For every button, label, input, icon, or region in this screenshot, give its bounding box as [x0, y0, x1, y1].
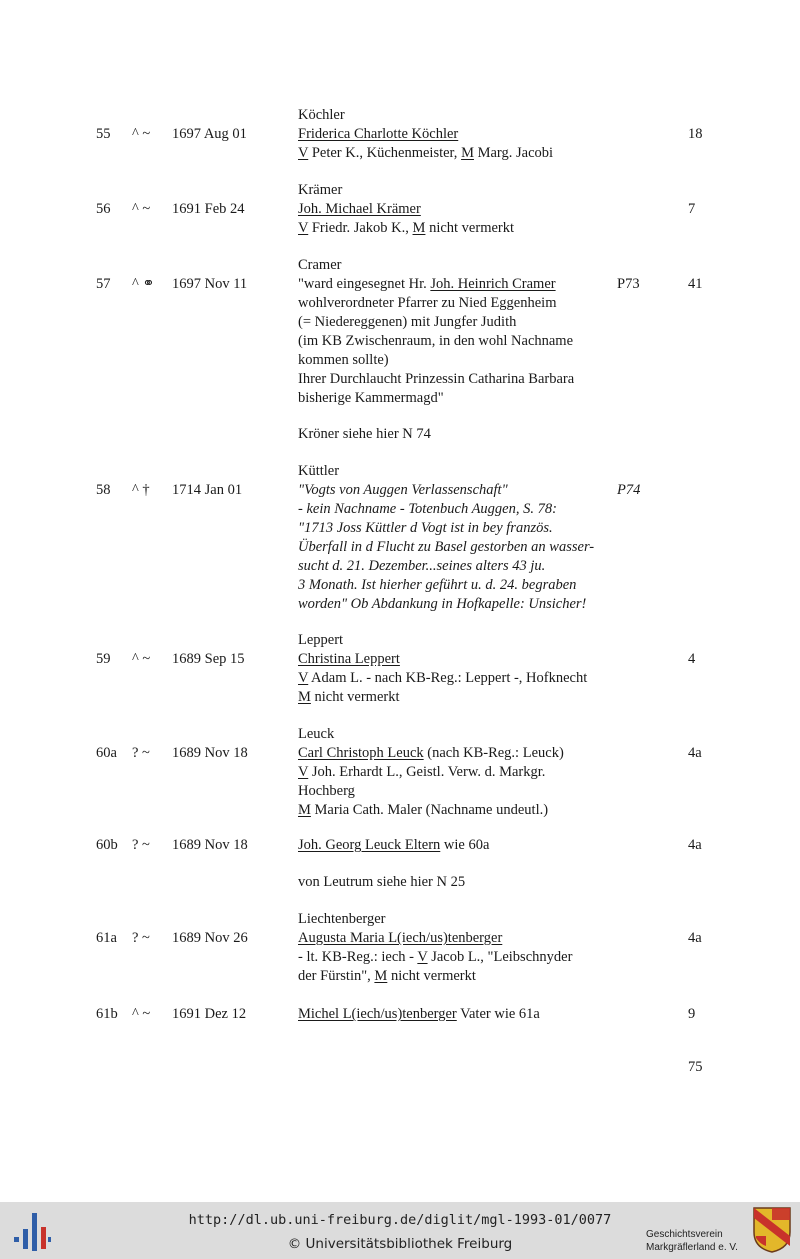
entry-ref: 4a — [688, 837, 702, 853]
entry-symbol: ^ ~ — [132, 1006, 151, 1022]
underlined-text: M — [374, 968, 388, 984]
entry-text-line — [298, 500, 557, 519]
entry-text-line — [298, 782, 355, 801]
entry-number: 55 — [96, 126, 111, 142]
text-segment: Adam L. - nach KB-Reg.: Leppert -, Hofknecht — [308, 670, 588, 686]
entry-symbol: ^ ~ — [132, 126, 151, 142]
entry-number: 59 — [96, 651, 111, 667]
text-segment: Ihrer Durchlaucht Prinzessin Catharina Barbara — [298, 371, 575, 387]
entry-date: 1689 Sep 15 — [172, 651, 245, 667]
entry-text-line — [298, 763, 545, 782]
entry-text-line — [298, 519, 553, 538]
entry-text-line — [298, 557, 545, 576]
entry-symbol: ^ † — [132, 482, 150, 498]
footer-url-link[interactable]: http://dl.ub.uni-freiburg.de/diglit/mgl-1993-01/0077 — [188, 1212, 612, 1228]
entry-date: 1689 Nov 26 — [172, 930, 248, 946]
underlined-text: M — [298, 802, 311, 818]
text-segment: nicht vermerkt — [387, 968, 476, 984]
entry-text-line — [298, 370, 574, 389]
entry-date: 1697 Aug 01 — [172, 126, 247, 142]
underlined-text: M — [298, 689, 311, 705]
entry-date: 1697 Nov 11 — [172, 276, 248, 292]
entry-number: 60a — [96, 745, 117, 761]
entry-text-line — [298, 650, 400, 669]
entry-text-line — [298, 125, 458, 144]
entry-symbol: ? ~ — [132, 837, 150, 853]
entry-text-line — [298, 219, 514, 238]
text-segment: Vater wie 61a — [456, 1006, 540, 1022]
entry-text-line — [298, 389, 444, 408]
text-segment: Hochberg — [298, 783, 355, 799]
entry-text-line — [298, 948, 572, 967]
entry-date: 1714 Jan 01 — [172, 482, 243, 498]
entry-symbol: ? ~ — [132, 745, 150, 761]
entry-text-line — [298, 801, 548, 820]
entry-text-line — [298, 595, 586, 614]
entry-heading: Krämer — [298, 182, 343, 198]
text-segment: 3 Monath. Ist hierher geführt u. d. 24. begraben — [298, 577, 577, 593]
entry-text-line — [298, 669, 587, 688]
underlined-text: Joh. Michael Krämer — [298, 201, 421, 217]
note-kroener: Kröner siehe hier N 74 — [298, 426, 431, 442]
entry-heading: Liechtenberger — [298, 911, 386, 927]
underlined-text: V — [298, 670, 309, 686]
underlined-text: Christina Leppert — [298, 651, 400, 667]
underlined-text: V — [298, 145, 309, 161]
text-segment: "ward eingesegnet Hr. — [298, 276, 431, 292]
text-segment: Joh. Erhardt L., Geistl. Verw. d. Markgr. — [308, 764, 546, 780]
entry-symbol: ^ ⚭ — [132, 276, 155, 292]
text-segment: worden" Ob Abdankung in Hofkapelle: Unsicher! — [298, 596, 587, 612]
entry-date: 1689 Nov 18 — [172, 745, 248, 761]
underlined-text: Friderica Charlotte Köchler — [298, 126, 459, 142]
underlined-text: Joh. Heinrich Cramer — [430, 276, 556, 292]
entry-number: 58 — [96, 482, 111, 498]
text-segment: nicht vermerkt — [310, 689, 400, 705]
text-segment: wie 60a — [440, 837, 490, 853]
entry-text-line — [298, 576, 576, 595]
entry-text-line — [298, 929, 502, 948]
text-segment: Marg. Jacobi — [473, 145, 554, 161]
entry-ref: 41 — [688, 276, 703, 292]
entry-heading: Cramer — [298, 257, 342, 273]
coat-of-arms-icon — [752, 1206, 792, 1254]
text-segment: Friedr. Jakob K., — [308, 220, 413, 236]
text-segment: (nach KB-Reg.: Leuck) — [423, 745, 564, 761]
entry-page-ref: P73 — [617, 276, 640, 292]
entry-ref: 7 — [688, 201, 696, 217]
text-segment: bisherige Kammermagd" — [298, 390, 444, 406]
entry-text-line — [298, 836, 489, 855]
entry-text-line — [298, 313, 516, 332]
entry-number: 61a — [96, 930, 117, 946]
underlined-text: Joh. Georg Leuck Eltern — [298, 837, 441, 853]
underlined-text: Carl Christoph Leuck — [298, 745, 424, 761]
entry-ref: 4a — [688, 745, 702, 761]
text-segment: nicht vermerkt — [425, 220, 515, 236]
underlined-text: Michel L(iech/us)tenberger — [298, 1006, 457, 1022]
footer-org-line1: Geschichtsverein — [646, 1229, 723, 1240]
text-segment: Jacob L., "Leibschnyder — [427, 949, 573, 965]
entry-symbol: ? ~ — [132, 930, 150, 946]
text-segment: wohlverordneter Pfarrer zu Nied Eggenheim — [298, 295, 557, 311]
entry-text-line — [298, 688, 400, 707]
text-segment: Peter K., Küchenmeister, — [308, 145, 462, 161]
entry-date: 1691 Feb 24 — [172, 201, 245, 217]
entry-number: 56 — [96, 201, 111, 217]
entry-number: 57 — [96, 276, 111, 292]
text-segment: (im KB Zwischenraum, in den wohl Nachname — [298, 333, 574, 349]
underlined-text: V — [417, 949, 428, 965]
text-segment: der Fürstin", — [298, 968, 375, 984]
entry-text-line — [298, 744, 564, 763]
entry-symbol: ^ ~ — [132, 201, 151, 217]
entry-heading: Köchler — [298, 107, 345, 123]
footer-copyright: © Universitätsbibliothek Freiburg — [287, 1236, 513, 1252]
entry-text-line — [298, 332, 573, 351]
entry-symbol: ^ ~ — [132, 651, 151, 667]
footer-org-line2: Markgräflerland e. V. — [646, 1242, 738, 1253]
entry-number: 60b — [96, 837, 118, 853]
entry-text-line — [298, 144, 553, 163]
entry-ref: 9 — [688, 1006, 696, 1022]
entry-ref: 4a — [688, 930, 702, 946]
text-segment: kommen sollte) — [298, 352, 389, 368]
entry-text-line — [298, 538, 594, 557]
entry-text-line — [298, 200, 421, 219]
text-segment: Maria Cath. Maler (Nachname undeutl.) — [310, 802, 549, 818]
text-segment: (= Niedereggenen) mit Jungfer Judith — [298, 314, 517, 330]
entry-ref: 18 — [688, 126, 703, 142]
text-segment: - kein Nachname - Totenbuch Auggen, S. 78: — [298, 501, 557, 517]
underlined-text: Augusta Maria L(iech/us)tenberger — [298, 930, 503, 946]
text-segment: sucht d. 21. Dezember...seines alters 43 ju. — [298, 558, 546, 574]
entry-text-line — [298, 351, 389, 370]
underlined-text: V — [298, 220, 309, 236]
entry-text-line — [298, 1005, 540, 1024]
underlined-text: M — [412, 220, 426, 236]
entry-text-line — [298, 481, 508, 500]
entry-page-ref: P74 — [617, 482, 641, 498]
note-leutrum: von Leutrum siehe hier N 25 — [298, 874, 466, 890]
entry-ref: 4 — [688, 651, 696, 667]
entry-text-line — [298, 294, 556, 313]
entry-text-line — [298, 967, 476, 986]
text-segment: Überfall in d Flucht zu Basel gestorben an wasser- — [298, 539, 595, 555]
entry-date: 1691 Dez 12 — [172, 1006, 247, 1022]
text-segment: "Vogts von Auggen Verlassenschaft" — [298, 482, 508, 498]
text-segment: "1713 Joss Küttler d Vogt ist in bey französ. — [298, 520, 553, 536]
entry-text-line — [298, 275, 556, 294]
text-segment: - lt. KB-Reg.: iech - — [298, 949, 418, 965]
entry-heading: Leuck — [298, 726, 335, 742]
entry-heading: Leppert — [298, 632, 344, 648]
entry-date: 1689 Nov 18 — [172, 837, 248, 853]
underlined-text: M — [461, 145, 474, 161]
underlined-text: V — [298, 764, 309, 780]
entry-number: 61b — [96, 1006, 118, 1022]
page-number: 75 — [688, 1059, 703, 1075]
entry-heading: Küttler — [298, 463, 340, 479]
